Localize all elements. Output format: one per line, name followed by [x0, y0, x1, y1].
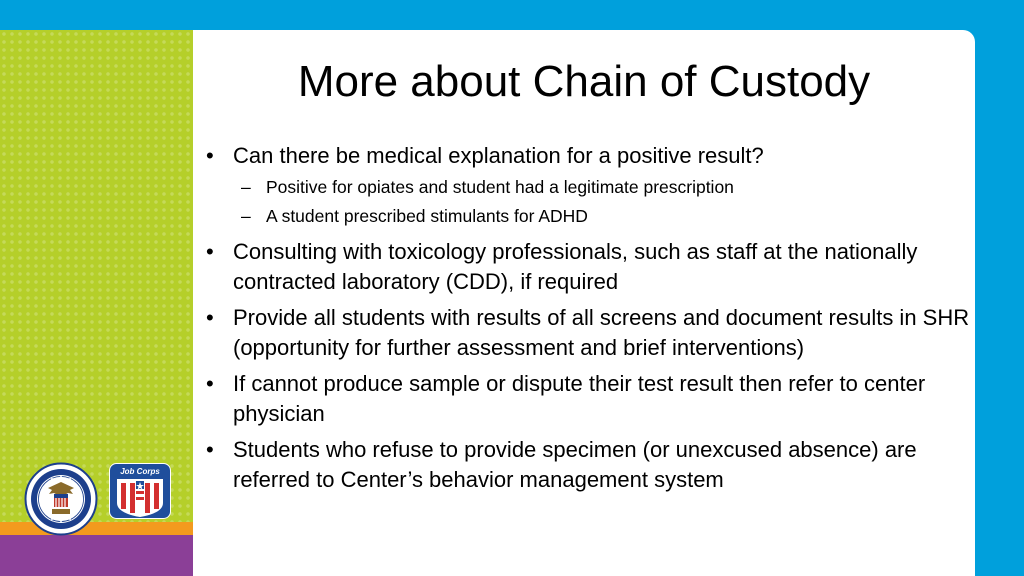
purple-band	[0, 535, 193, 576]
bullet-item	[200, 435, 970, 495]
bullet-text: Consulting with toxicology professionals, such as staff at the nationally contracted laboratory (CDD), if required	[233, 239, 918, 294]
bullet-list	[200, 141, 970, 501]
bullet-dot: •	[206, 305, 214, 330]
sub-bullet-dash: –	[241, 177, 251, 197]
job-corps-logo-icon	[109, 463, 171, 519]
sub-bullet-item	[233, 173, 970, 202]
job-corps-label: Job Corps	[120, 467, 160, 476]
bullet-dot: •	[206, 371, 214, 396]
slide-title: More about Chain of Custody	[297, 57, 871, 106]
bullet-text: If cannot produce sample or dispute their test result then refer to center physician	[233, 371, 926, 426]
sub-bullet-list	[233, 173, 970, 231]
bullet-text: Can there be medical explanation for a positive result?	[233, 143, 764, 168]
bullet-item	[200, 303, 970, 363]
bullet-text: Provide all students with results of all screens and document results in SHR (opportunity for further assessment and brief interventions)	[233, 305, 970, 360]
bullet-dot: •	[206, 239, 214, 264]
sub-bullet-text: A student prescribed stimulants for ADHD	[266, 206, 588, 226]
bullet-item	[200, 237, 970, 297]
bullet-item	[200, 369, 970, 429]
department-of-labor-seal-icon	[24, 462, 98, 536]
sub-bullet-text: Positive for opiates and student had a legitimate prescription	[266, 177, 734, 197]
bullet-dot: •	[206, 143, 214, 168]
sub-bullet-dash: –	[241, 206, 251, 226]
sub-bullet-item	[233, 202, 970, 231]
bullet-item	[200, 141, 970, 231]
bullet-text: Students who refuse to provide specimen (or unexcused absence) are referred to Center’s behavior management system	[233, 437, 917, 492]
bullet-dot: •	[206, 437, 214, 462]
